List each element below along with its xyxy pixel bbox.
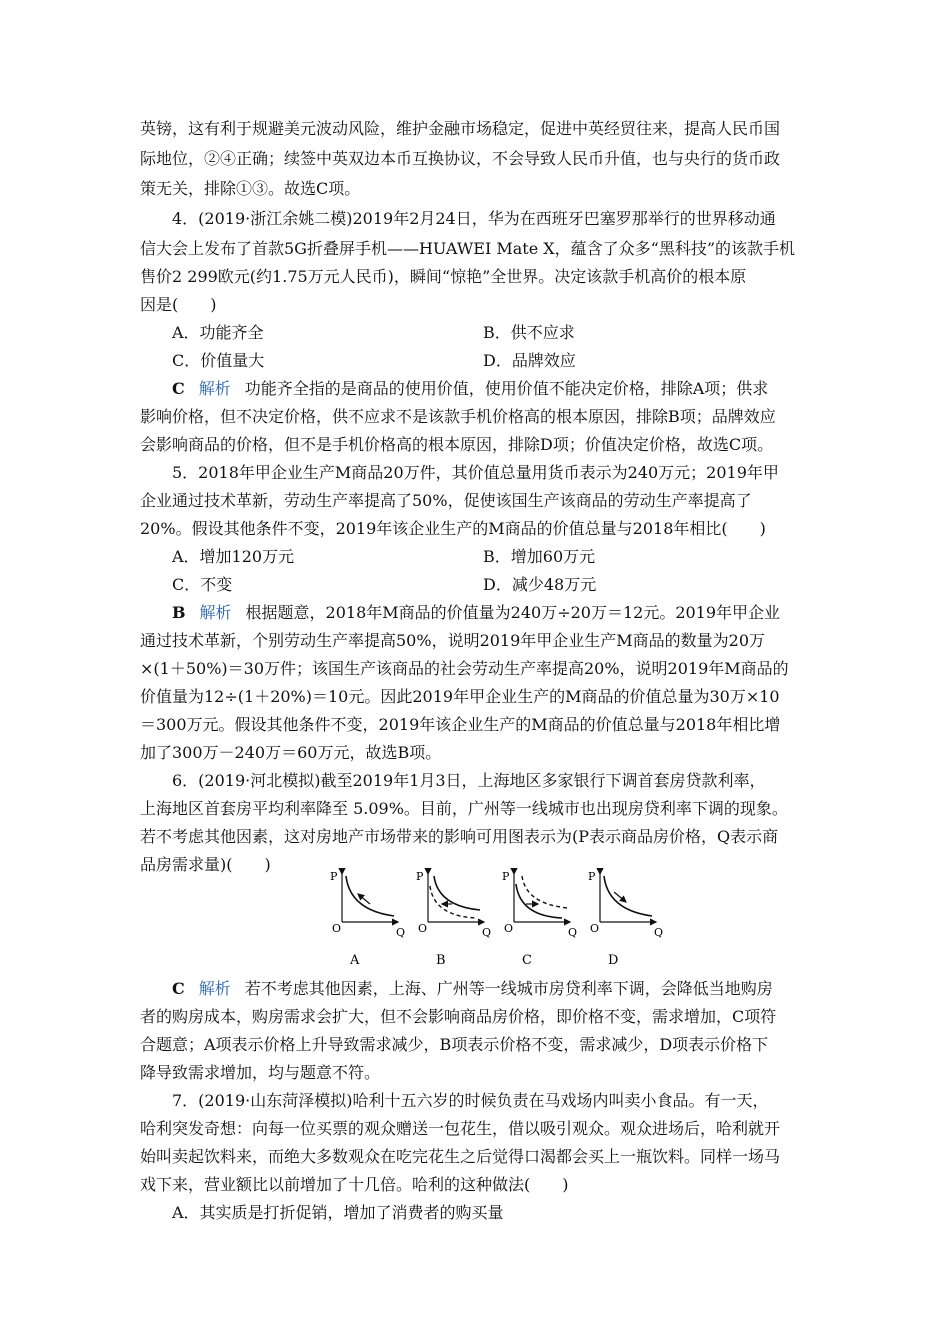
q5-analysis-line: 通过技术革新，个别劳动生产率提高50%，说明2019年甲企业生产M商品的数量为20万: [140, 631, 766, 650]
q6-analysis-line: 合题意；A项表示价格上升导致需求减少，B项表示价格不变，需求减少，D项表示价格下: [140, 1035, 769, 1054]
q4-stem-line: 信大会上发布了首款5G折叠屏手机——HUAWEI Mate X，蕴含了众多“黑科技”的该款手机: [140, 239, 796, 258]
q4-option-c: C．价值量大: [172, 351, 265, 370]
graph-b: [416, 870, 491, 968]
axis-p-label: P: [588, 870, 596, 883]
q5-option-a: A．增加120万元: [172, 547, 295, 566]
q5-analysis-text: 根据题意，2018年M商品的价值量为240万÷20万＝12元。2019年甲企业: [245, 603, 781, 622]
axis-q-label: Q: [568, 926, 578, 939]
q5-option-d: D．减少48万元: [483, 575, 597, 594]
q7-stem-line: 7．(2019·山东菏泽模拟)哈利十五六岁的时候负责在马戏场内叫卖小食品。有一天，: [172, 1091, 769, 1110]
q6-stem-line: 上海地区首套房平均利率降至 5.09%。目前，广州等一线城市也出现房贷利率下调的现象。: [140, 799, 788, 818]
q4-stem-line: 4．(2019·浙江余姚二模)2019年2月24日，华为在西班牙巴塞罗那举行的世界移动通: [172, 209, 776, 228]
graph-label-c: C: [522, 953, 532, 968]
axis-q-label: Q: [482, 926, 492, 939]
q4-stem-line: 售价2 299欧元(约1.75万元人民币)，瞬间“惊艳”全世界。决定该款手机高价的根本原: [140, 267, 747, 286]
q7-stem-line: 戏下来，营业额比以前增加了十几倍。哈利的这种做法( ): [140, 1175, 569, 1194]
graph-label-a: A: [350, 953, 360, 968]
graph-a: [330, 870, 405, 968]
q4-analysis-line: 影响价格，但不决定价格，供不应求不是该款手机价格高的根本原因，排除B项；品牌效应: [140, 407, 776, 426]
intro-line: 英镑，这有利于规避美元波动风险，维护金融市场稳定，促进中英经贸往来，提高人民币国: [140, 119, 781, 138]
q6-stem-line: 品房需求量)( ): [140, 855, 271, 874]
q5-analysis-line: 价值量为12÷(1＋20%)＝10元。因此2019年甲企业生产的M商品的价值总量为30万×10: [140, 687, 780, 706]
axis-q-label: Q: [654, 926, 664, 939]
axis-q-label: Q: [396, 926, 406, 939]
q4-answer: C: [172, 379, 185, 398]
q5-analysis-line: [172, 602, 780, 624]
q6-analysis-line: [172, 978, 773, 1000]
q4-option-a: A．功能齐全: [172, 323, 264, 342]
q7-option-a: A．其实质是打折促销，增加了消费者的购买量: [172, 1203, 504, 1222]
axis-p-label: P: [502, 870, 510, 883]
intro-line: 策无关，排除①③。故选C项。: [140, 179, 361, 198]
q6-graphs: [320, 866, 670, 972]
q4-option-b: B．供不应求: [483, 323, 575, 342]
graph-label-b: B: [436, 953, 446, 968]
q7-stem-line: 始叫卖起饮料来，而绝大多数观众在吃完花生之后觉得口渴都会买上一瓶饮料。同样一场马: [140, 1147, 781, 1166]
analysis-label: 解析: [199, 603, 232, 622]
axis-p-label: P: [416, 870, 424, 883]
origin-label: O: [418, 922, 428, 935]
origin-label: O: [504, 922, 514, 935]
q6-answer: C: [172, 979, 185, 998]
q7-stem-line: 哈利突发奇想：向每一位买票的观众赠送一包花生，借以吸引观众。观众进场后，哈利就开: [140, 1119, 781, 1138]
q4-stem-line: 因是( ): [140, 295, 217, 314]
q6-stem-line: 6．(2019·河北模拟)截至2019年1月3日，上海地区多家银行下调首套房贷款利率，: [172, 771, 766, 790]
graph-d: [588, 870, 663, 968]
q5-option-b: B．增加60万元: [483, 547, 596, 566]
q6-analysis-line: 者的购房成本，购房需求会扩大，但不会影响商品房价格，即价格不变，需求增加，C项符: [140, 1007, 777, 1026]
intro-line: 际地位，②④正确；续签中英双边本币互换协议，不会导致人民币升值，也与央行的货币政: [140, 149, 781, 168]
q5-stem-line: 20%。假设其他条件不变，2019年该企业生产的M商品的价值总量与2018年相比( ): [140, 519, 766, 538]
q6-analysis-text: 若不考虑其他因素，上海、广州等一线城市房贷利率下调，会降低当地购房: [244, 979, 773, 998]
q5-analysis-line: 加了300万－240万＝60万元，故选B项。: [140, 743, 442, 762]
q5-analysis-line: ＝300万元。假设其他条件不变，2019年该企业生产的M商品的价值总量与2018年相比增: [140, 715, 781, 734]
q4-analysis-line: 会影响商品的价格，但不是手机价格高的根本原因，排除D项；价值决定价格，故选C项。: [140, 435, 774, 454]
q5-stem-line: 企业通过技术革新，劳动生产率提高了50%，促使该国生产该商品的劳动生产率提高了: [140, 491, 752, 510]
q5-answer: B: [172, 603, 186, 622]
analysis-label: 解析: [198, 379, 231, 398]
graph-label-d: D: [608, 953, 619, 968]
axis-p-label: P: [330, 870, 338, 883]
q6-stem-line: 若不考虑其他因素，这对房地产市场带来的影响可用图表示为(P表示商品房价格，Q表示商: [140, 827, 779, 846]
origin-label: O: [590, 922, 600, 935]
analysis-label: 解析: [198, 979, 231, 998]
q4-analysis-line: [172, 378, 768, 400]
graph-c: [502, 870, 577, 968]
q5-stem-line: 5．2018年甲企业生产M商品20万件，其价值总量用货币表示为240万元；2019年甲: [172, 463, 779, 482]
q6-analysis-line: 降导致需求增加，均与题意不符。: [140, 1063, 381, 1082]
q4-analysis-text: 功能齐全指的是商品的使用价值，使用价值不能决定价格，排除A项；供求: [244, 379, 769, 398]
q4-option-d: D．品牌效应: [483, 351, 576, 370]
q5-analysis-line: ×(1＋50%)＝30万件；该国生产该商品的社会劳动生产率提高20%，说明2019年M商品的: [140, 659, 789, 678]
q5-option-c: C．不变: [172, 575, 233, 594]
origin-label: O: [332, 922, 342, 935]
